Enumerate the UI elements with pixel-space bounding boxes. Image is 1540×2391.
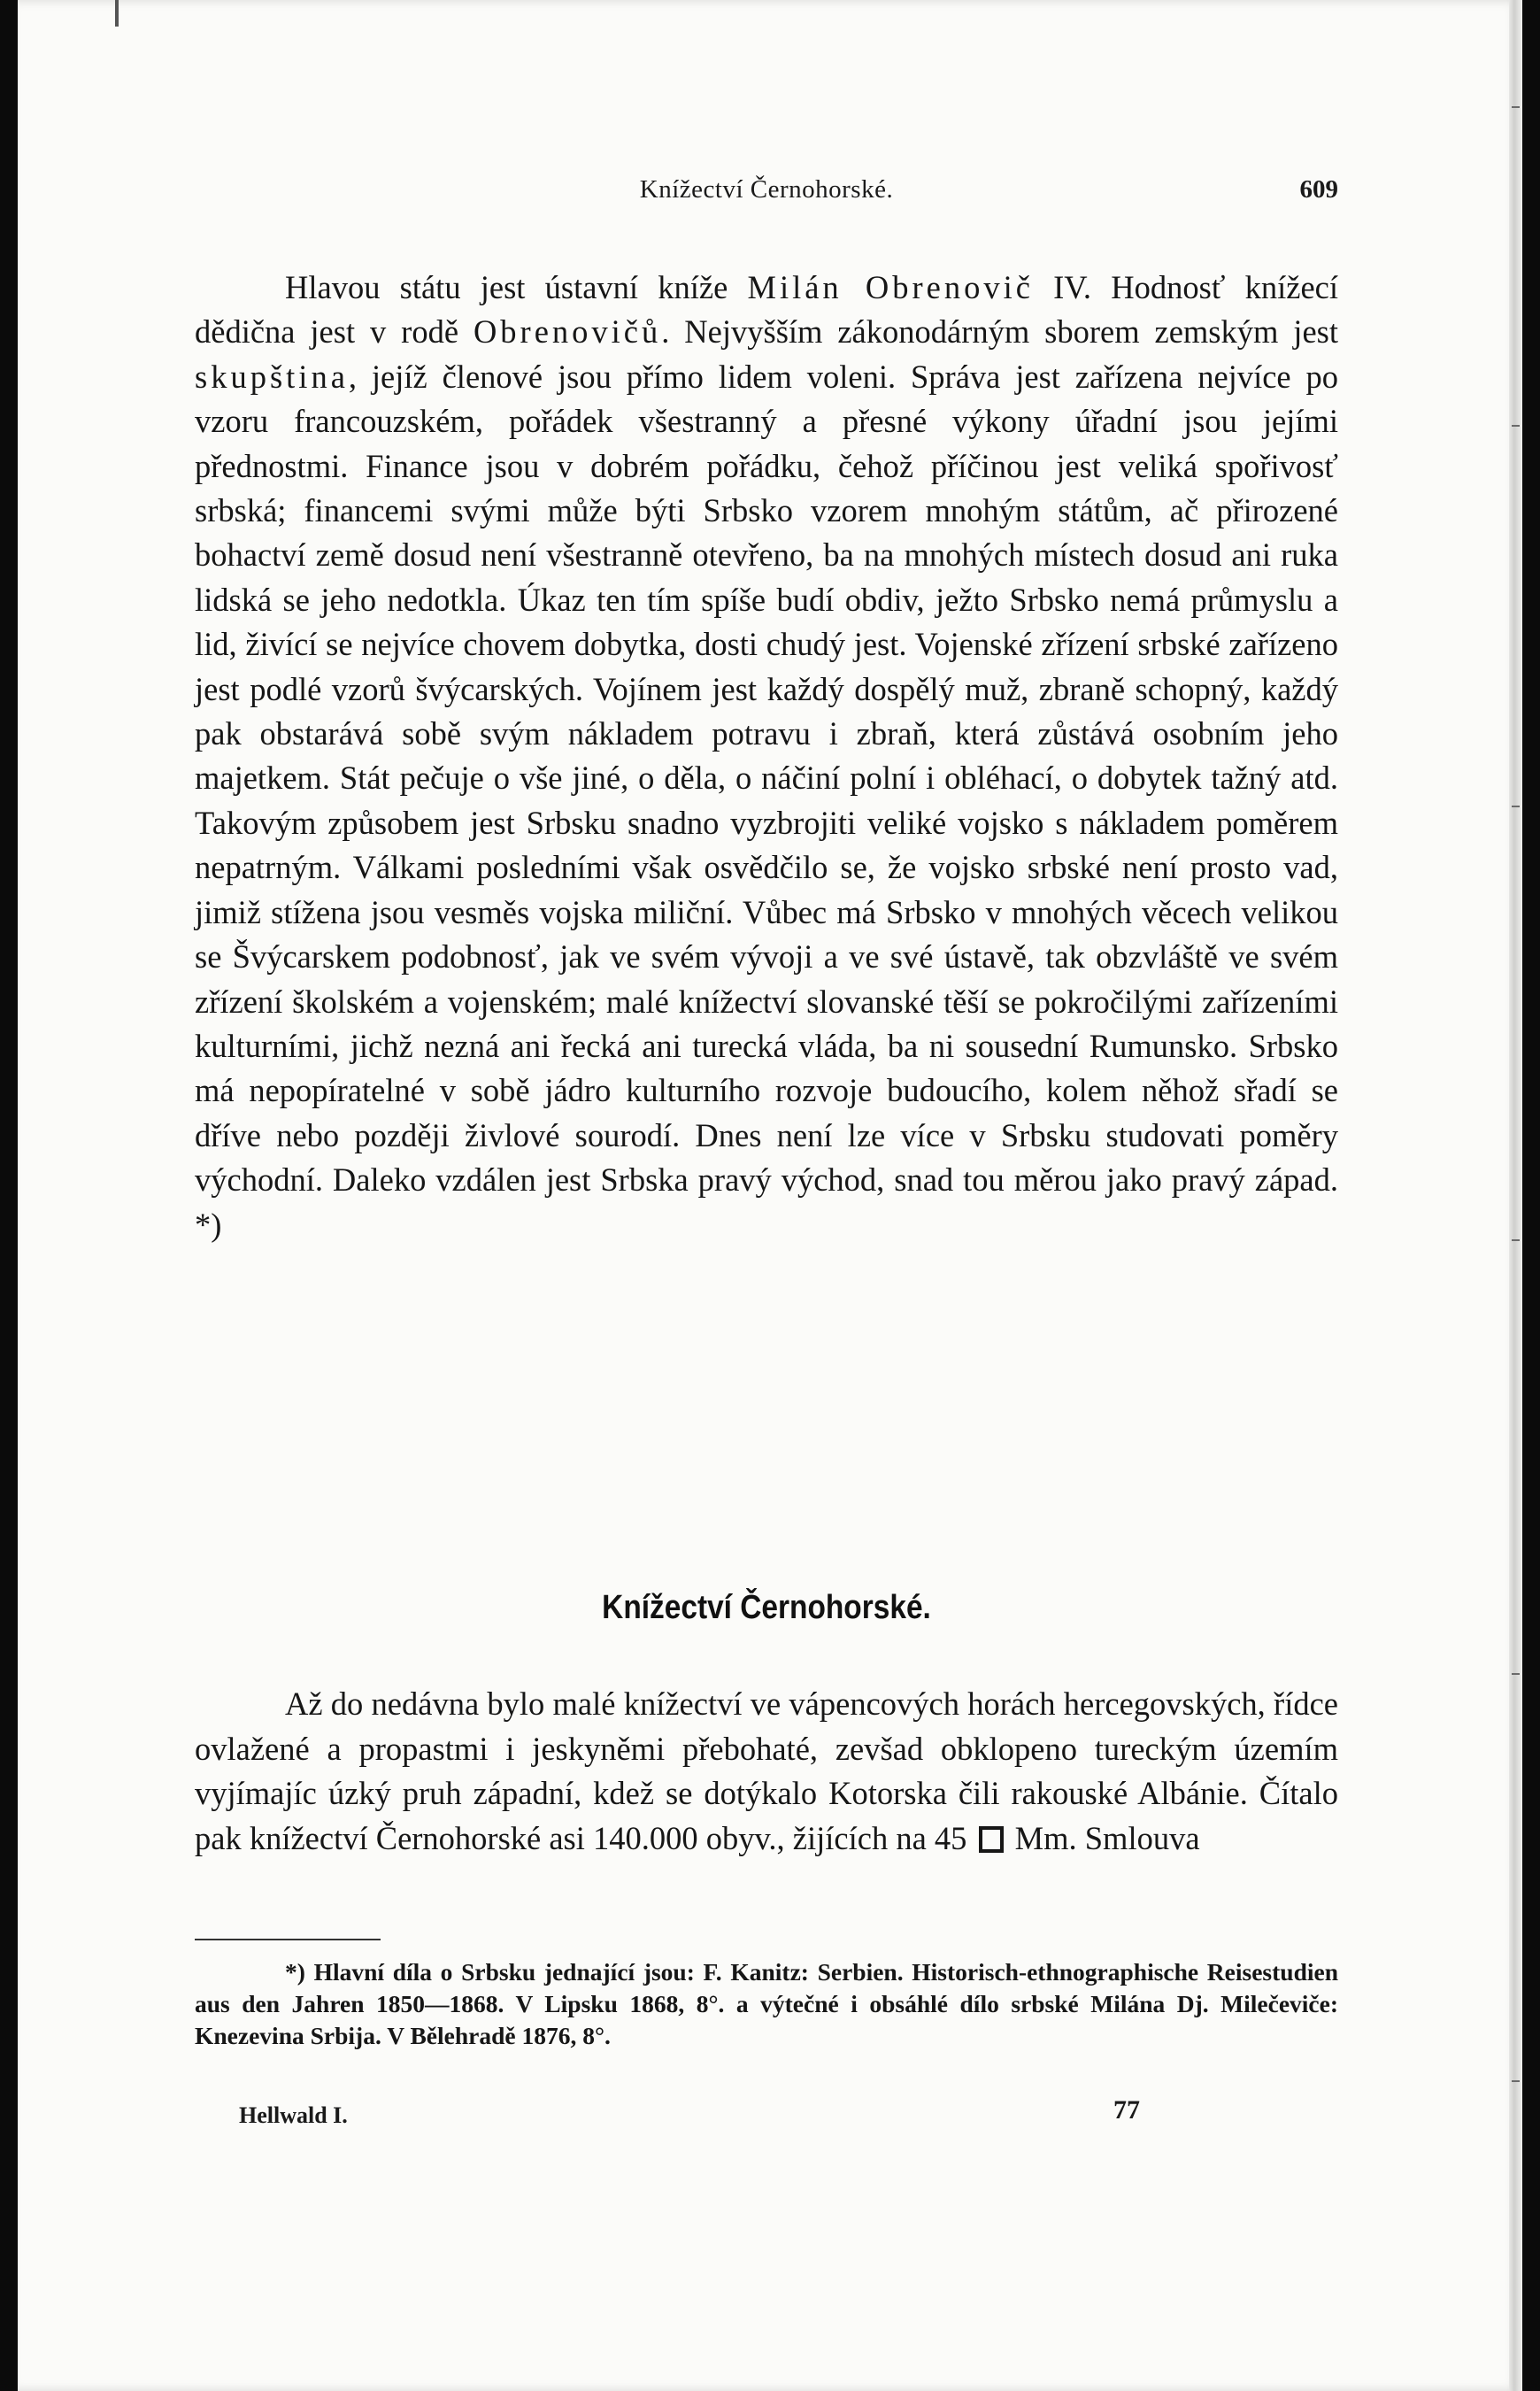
text-run: . Nejvyšším zákonodárným sborem zemským jest [661, 313, 1338, 351]
spine-notch [1512, 1239, 1520, 1241]
serbia-paragraph [195, 266, 1338, 1247]
page-number: 609 [1299, 175, 1338, 204]
square-mile-icon [979, 1826, 1004, 1853]
footnote-rule [195, 1939, 381, 1940]
footnote-body: Hlavní díla o Srbsku jednající jsou: F. Kanitz: Serbien. Historisch-ethnographische Reisestudien aus den Jahren 1850—1868. V Lipsku 1868, 8°. a výtečné i obsáhlé dílo srbské Milána Dj. Milečeviče: Knezevina Srbija. V Bělehradě 1876, 8°. [195, 1958, 1338, 2049]
serbia-paragraph-text [195, 266, 1338, 1247]
spine-notch [1512, 1673, 1520, 1675]
running-head-title: Knížectví Černohorské. [639, 175, 894, 204]
spaced-name-milan: Milán Obrenovič [747, 269, 1034, 305]
spine-notch [1512, 106, 1520, 108]
spaced-name-skupstina: skupština [195, 358, 349, 395]
spine-notch [1512, 425, 1520, 427]
montenegro-paragraph [195, 1682, 1338, 1861]
text-run: Hlavou státu jest ústavní kníže [285, 269, 748, 305]
text-run: Až do nedávna bylo malé knížectví ve vápencových horách hercegovských, řídce ovlažené a propastmi i jeskyněmi přebohaté, zevšad obklopeno tureckým územím vyjímajíc úzký pruh západní, kdež se dotýkalo Kotorska čili rakouské Albánie. Čítalo pak knížectví Černohorské asi 140.000 obyv., žijících na 45 [195, 1685, 1338, 1856]
page-spine-edge [1509, 0, 1522, 2391]
footnote-marker: *) [285, 1958, 305, 1986]
book-page [18, 0, 1522, 2391]
footnote [195, 1956, 1338, 2052]
running-head [195, 175, 1338, 211]
footnote-reference: *) [195, 1206, 222, 1243]
sheet-number: 77 [1113, 2095, 1140, 2125]
scan-edge-mark [115, 0, 119, 27]
footnote-text [195, 1956, 1338, 2052]
montenegro-paragraph-text [195, 1682, 1338, 1861]
signature-mark: Hellwald I. [239, 2102, 348, 2128]
spine-notch [1512, 2080, 1520, 2082]
spine-notch [1512, 806, 1520, 807]
section-heading: Knížectví Černohorské. [602, 1589, 931, 1626]
text-run: Mm. Smlouva [1014, 1819, 1200, 1856]
text-run: , jejíž členové jsou přímo lidem voleni. Správa jest zařízena nejvíce po vzoru francouzském, pořádek všestranný a přesné výkony úřadní jsou jejími přednostmi. Finance jsou v dobrém pořádku, čehož příčinou jest veliká spořivosť srbská; financemi svými může býti Srbsko vzorem mnohým státům, ač přirozené bohactví země dosud není všestranně otevřeno, ba na mnohých místech dosud ani ruka lidská se jeho nedotkla. Úkaz ten tím spíše budí obdiv, ježto Srbsko nemá průmyslu a lid, živící se nejvíce chovem dobytka, dosti chudý jest. Vojenské zřízení srbské zařízeno jest podlé vzorů švýcarských. Vojínem jest každý dospělý muž, zbraně schopný, každý pak obstarává sobě svým nákladem potravu i zbraň, která zůstává osobním jeho majetkem. Stát pečuje o vše jiné, o děla, o náčiní polní i obléhací, o dobytek tažný atd. Takovým způsobem jest Srbsku snadno vyzbrojiti veliké vojsko s nákladem poměrem nepatrným. Válkami posledními však osvědčilo se, že vojsko srbské není prosto vad, jimiž stížena jsou vesměs vojska miliční. Vůbec má Srbsko v mnohých věcech velikou se Švýcarskem podobnosť, jak ve svém vývoji a ve své ústavě, tak obzvláště ve svém zřízení školském a vojenském; malé knížectví slovanské těší se pokročilými zařízeními kulturními, jichž nezná ani řecká ani turecká vláda, ba ni sousední Rumunsko. Srbsko má nepopíratelné v sobě jádro kulturního rozvoje budoucího, kolem něhož sřadí se dříve nebo později živlové sourodí. Dnes není lze více v Srbsku studovati poměry východní. Daleko vzdálen jest Srbska pravý východ, snad tou měrou jako pravý západ. [195, 358, 1338, 1199]
text-run: IV. Hodnosť knížecí dědična jest v rodě [195, 269, 1338, 351]
spaced-name-obrenovicu: Obrenovičů [473, 313, 662, 351]
